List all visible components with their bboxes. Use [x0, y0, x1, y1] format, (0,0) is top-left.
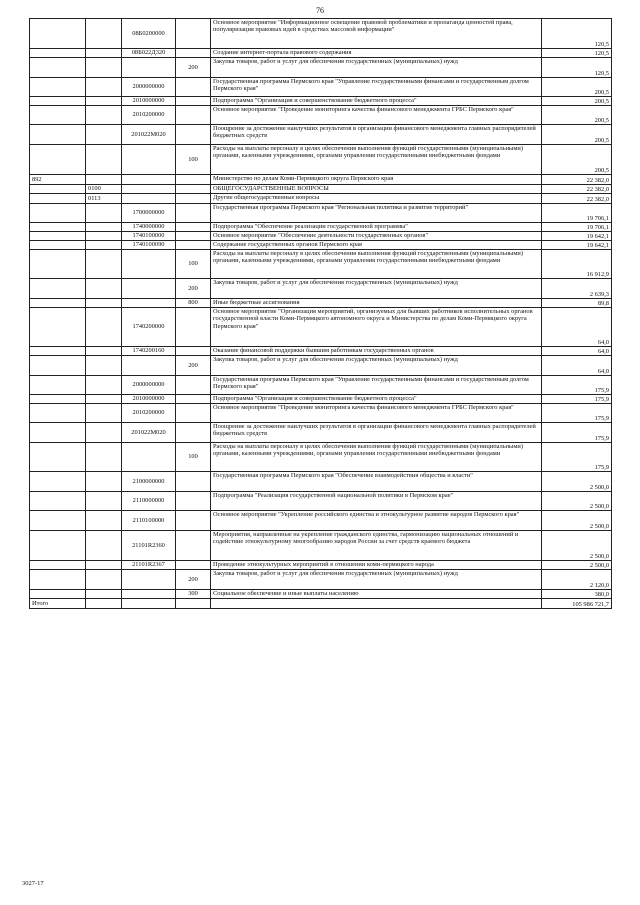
table-row [30, 175, 612, 185]
footer-code: 3027-17 [22, 880, 44, 887]
target-article-cell: 1740100090 [122, 241, 176, 250]
section-code-cell [86, 423, 122, 443]
expense-type-cell [176, 223, 211, 232]
item-name-cell: Закупка товаров, работ и услуг для обеспечения государственных (муниципальных) нужд [211, 356, 542, 376]
section-code-cell [86, 204, 122, 223]
expense-type-cell: 100 [176, 443, 211, 472]
section-code-cell [86, 241, 122, 250]
amount-cell: 22 382,0 [542, 175, 612, 185]
table-row [30, 531, 612, 561]
amount-cell: 175,9 [542, 376, 612, 395]
target-article-cell [122, 58, 176, 78]
item-name-cell: Министерство по делам Коми-Пермяцкого округа Пермского края [211, 175, 542, 185]
expense-type-cell [176, 232, 211, 241]
item-name-cell [211, 599, 542, 609]
expense-type-cell [176, 106, 211, 125]
section-code-cell [86, 125, 122, 145]
expense-type-cell: 200 [176, 356, 211, 376]
target-article-cell: 1740000000 [122, 223, 176, 232]
table-row [30, 78, 612, 97]
admin-code-cell [30, 308, 86, 347]
amount-cell: 175,9 [542, 423, 612, 443]
amount-cell: 2 500,0 [542, 492, 612, 511]
admin-code-cell [30, 443, 86, 472]
admin-code-cell [30, 570, 86, 590]
admin-code-cell [30, 492, 86, 511]
table-row [30, 97, 612, 106]
admin-code-cell [30, 97, 86, 106]
expense-type-cell [176, 347, 211, 356]
admin-code-cell: Итого [30, 599, 86, 609]
admin-code-cell [30, 204, 86, 223]
expense-type-cell [176, 308, 211, 347]
expense-type-cell [176, 97, 211, 106]
admin-code-cell [30, 78, 86, 97]
section-code-cell [86, 561, 122, 570]
item-name-cell: Основное мероприятие "Организация мероприятий, организуемых для бывших работников исполнительных органов государственной власти Коми-Пермяцкого автономного округа и Министерства по делам Коми-Пермяцкого округа Пермского края" [211, 308, 542, 347]
amount-cell: 120,5 [542, 19, 612, 49]
section-code-cell [86, 472, 122, 492]
item-name-cell: Иные бюджетные ассигнования [211, 299, 542, 308]
expense-type-cell [176, 395, 211, 404]
table-row [30, 241, 612, 250]
item-name-cell: Основное мероприятие "Информационное освещение правовой проблематики и пропаганда ценностей права, популяризация правовых идей в средствах массовой информации" [211, 19, 542, 49]
table-row [30, 472, 612, 492]
section-code-cell [86, 175, 122, 185]
expense-type-cell: 200 [176, 58, 211, 78]
section-code-cell [86, 308, 122, 347]
admin-code-cell [30, 347, 86, 356]
expense-type-cell [176, 599, 211, 609]
table-row [30, 599, 612, 609]
table-row [30, 561, 612, 570]
expense-type-cell [176, 185, 211, 194]
amount-cell: 200,5 [542, 106, 612, 125]
target-article-cell [122, 443, 176, 472]
table-row [30, 492, 612, 511]
item-name-cell: Подпрограмма "Реализация государственной национальной политики в Пермском крае" [211, 492, 542, 511]
table-row [30, 145, 612, 175]
target-article-cell: 1700000000 [122, 204, 176, 223]
admin-code-cell [30, 423, 86, 443]
section-code-cell [86, 395, 122, 404]
item-name-cell: Государственная программа Пермского края "Региональная политика и развитие территорий" [211, 204, 542, 223]
admin-code-cell [30, 19, 86, 49]
table-row [30, 49, 612, 58]
table-row [30, 185, 612, 194]
item-name-cell: Расходы на выплаты персоналу в целях обеспечения выполнения функций государственными (муниципальными) органами, казенными учреждениями, органами управления государственными внебюджетными фондами [211, 250, 542, 279]
amount-cell: 120,5 [542, 49, 612, 58]
amount-cell: 175,9 [542, 395, 612, 404]
section-code-cell [86, 347, 122, 356]
expense-type-cell [176, 125, 211, 145]
amount-cell: 2 500,0 [542, 511, 612, 531]
target-article-cell: 08Б0200000 [122, 19, 176, 49]
target-article-cell: 2010200000 [122, 404, 176, 423]
expense-type-cell: 200 [176, 279, 211, 299]
expense-type-cell [176, 492, 211, 511]
target-article-cell [122, 250, 176, 279]
amount-cell: 19 642,1 [542, 241, 612, 250]
section-code-cell: 0113 [86, 194, 122, 204]
item-name-cell: Поощрение за достижение наилучших результатов в организации финансового менеджмента главных распорядителей бюджетных средств [211, 423, 542, 443]
target-article-cell: 201022М020 [122, 125, 176, 145]
item-name-cell: Расходы на выплаты персоналу в целях обеспечения выполнения функций государственными (муниципальными) органами, казенными учреждениями, органами управления государственными внебюджетными фондами [211, 145, 542, 175]
section-code-cell [86, 279, 122, 299]
section-code-cell [86, 376, 122, 395]
amount-cell: 105 986 721,7 [542, 599, 612, 609]
item-name-cell: Расходы на выплаты персоналу в целях обеспечения выполнения функций государственными (муниципальными) органами, казенными учреждениями, органами управления государственными внебюджетными фондами [211, 443, 542, 472]
table-row [30, 443, 612, 472]
expense-type-cell: 100 [176, 250, 211, 279]
budget-table [29, 18, 612, 609]
admin-code-cell [30, 376, 86, 395]
table-row [30, 223, 612, 232]
target-article-cell [122, 590, 176, 599]
section-code-cell [86, 232, 122, 241]
expense-type-cell [176, 175, 211, 185]
section-code-cell [86, 49, 122, 58]
amount-cell: 64,0 [542, 356, 612, 376]
amount-cell: 19 706,1 [542, 204, 612, 223]
admin-code-cell [30, 125, 86, 145]
admin-code-cell [30, 531, 86, 561]
target-article-cell: 2100000000 [122, 472, 176, 492]
target-article-cell: 2110000000 [122, 492, 176, 511]
item-name-cell: Основное мероприятие "Обеспечение деятельности государственных органов" [211, 232, 542, 241]
table-row [30, 590, 612, 599]
expense-type-cell [176, 531, 211, 561]
table-row [30, 299, 612, 308]
amount-cell: 22 382,0 [542, 185, 612, 194]
item-name-cell: Государственная программа Пермского края "Управление государственными финансами и государственным долгом Пермского края" [211, 78, 542, 97]
page-number: 76 [316, 6, 324, 15]
target-article-cell: 1740200160 [122, 347, 176, 356]
table-row [30, 194, 612, 204]
target-article-cell: 2000000000 [122, 376, 176, 395]
section-code-cell [86, 511, 122, 531]
expense-type-cell [176, 511, 211, 531]
section-code-cell [86, 223, 122, 232]
section-code-cell: 0100 [86, 185, 122, 194]
target-article-cell: 1740100000 [122, 232, 176, 241]
item-name-cell: Другие общегосударственные вопросы [211, 194, 542, 204]
expense-type-cell [176, 376, 211, 395]
section-code-cell [86, 97, 122, 106]
section-code-cell [86, 404, 122, 423]
section-code-cell [86, 531, 122, 561]
item-name-cell: Закупка товаров, работ и услуг для обеспечения государственных (муниципальных) нужд [211, 279, 542, 299]
section-code-cell [86, 599, 122, 609]
expense-type-cell [176, 561, 211, 570]
item-name-cell: Оказание финансовой поддержки бывшим работникам государственных органов [211, 347, 542, 356]
expense-type-cell [176, 241, 211, 250]
admin-code-cell [30, 590, 86, 599]
target-article-cell [122, 175, 176, 185]
section-code-cell [86, 590, 122, 599]
target-article-cell [122, 194, 176, 204]
table-row [30, 19, 612, 49]
amount-cell: 22 382,0 [542, 194, 612, 204]
table-row [30, 204, 612, 223]
target-article-cell [122, 299, 176, 308]
target-article-cell: 2010000000 [122, 395, 176, 404]
target-article-cell [122, 185, 176, 194]
section-code-cell [86, 145, 122, 175]
amount-cell: 2 500,0 [542, 531, 612, 561]
admin-code-cell [30, 395, 86, 404]
table-row [30, 106, 612, 125]
expense-type-cell [176, 404, 211, 423]
table-row [30, 232, 612, 241]
expense-type-cell [176, 78, 211, 97]
amount-cell: 175,9 [542, 404, 612, 423]
section-code-cell [86, 570, 122, 590]
admin-code-cell [30, 223, 86, 232]
item-name-cell: Государственная программа Пермского края "Обеспечение взаимодействия общества и власти" [211, 472, 542, 492]
amount-cell: 19 706,1 [542, 223, 612, 232]
admin-code-cell [30, 404, 86, 423]
target-article-cell: 2000000000 [122, 78, 176, 97]
table-row [30, 395, 612, 404]
section-code-cell [86, 250, 122, 279]
expense-type-cell [176, 472, 211, 492]
admin-code-cell [30, 250, 86, 279]
target-article-cell: 201022М020 [122, 423, 176, 443]
admin-code-cell [30, 356, 86, 376]
admin-code-cell [30, 106, 86, 125]
section-code-cell [86, 19, 122, 49]
expense-type-cell: 100 [176, 145, 211, 175]
item-name-cell: Подпрограмма "Организация и совершенствование бюджетного процесса" [211, 395, 542, 404]
target-article-cell [122, 145, 176, 175]
admin-code-cell [30, 511, 86, 531]
amount-cell: 16 912,9 [542, 250, 612, 279]
item-name-cell: Создание интернет-портала правового содержания [211, 49, 542, 58]
expense-type-cell: 300 [176, 590, 211, 599]
item-name-cell: Подпрограмма "Организация и совершенствование бюджетного процесса" [211, 97, 542, 106]
amount-cell: 19 642,1 [542, 232, 612, 241]
amount-cell: 64,0 [542, 308, 612, 347]
item-name-cell: Основное мероприятие "Проведение мониторинга качества финансового менеджмента ГРБС Пермского края" [211, 106, 542, 125]
table-row [30, 356, 612, 376]
admin-code-cell [30, 232, 86, 241]
amount-cell: 120,5 [542, 58, 612, 78]
target-article-cell [122, 279, 176, 299]
amount-cell: 380,0 [542, 590, 612, 599]
target-article-cell [122, 599, 176, 609]
item-name-cell: Закупка товаров, работ и услуг для обеспечения государственных (муниципальных) нужд [211, 570, 542, 590]
item-name-cell: Основное мероприятие "Проведение мониторинга качества финансового менеджмента ГРБС Пермского края" [211, 404, 542, 423]
expense-type-cell [176, 204, 211, 223]
item-name-cell: Закупка товаров, работ и услуг для обеспечения государственных (муниципальных) нужд [211, 58, 542, 78]
target-article-cell: 2110100000 [122, 511, 176, 531]
table-row [30, 347, 612, 356]
item-name-cell: Основное мероприятие "Укрепление российского единства и этнокультурное развитие народов Пермского края" [211, 511, 542, 531]
item-name-cell: Социальное обеспечение и иные выплаты населению [211, 590, 542, 599]
table-row [30, 423, 612, 443]
amount-cell: 200,5 [542, 97, 612, 106]
admin-code-cell [30, 241, 86, 250]
table-row [30, 308, 612, 347]
item-name-cell: Государственная программа Пермского края "Управление государственными финансами и государственным долгом Пермского края" [211, 376, 542, 395]
expense-type-cell: 800 [176, 299, 211, 308]
admin-code-cell [30, 472, 86, 492]
table-row [30, 125, 612, 145]
target-article-cell [122, 570, 176, 590]
table-row [30, 279, 612, 299]
amount-cell: 200,5 [542, 125, 612, 145]
table-row [30, 250, 612, 279]
target-article-cell: 21101R2360 [122, 531, 176, 561]
section-code-cell [86, 492, 122, 511]
item-name-cell: Поощрение за достижение наилучших результатов в организации финансового менеджмента главных распорядителей бюджетных средств [211, 125, 542, 145]
amount-cell: 175,9 [542, 443, 612, 472]
target-article-cell: 2010000000 [122, 97, 176, 106]
section-code-cell [86, 299, 122, 308]
admin-code-cell [30, 279, 86, 299]
target-article-cell [122, 356, 176, 376]
amount-cell: 200,5 [542, 145, 612, 175]
admin-code-cell [30, 145, 86, 175]
admin-code-cell [30, 185, 86, 194]
amount-cell: 2 500,0 [542, 472, 612, 492]
admin-code-cell [30, 49, 86, 58]
table-row [30, 404, 612, 423]
amount-cell: 2 500,0 [542, 561, 612, 570]
item-name-cell: Подпрограмма "Обеспечение реализации государственной программы" [211, 223, 542, 232]
table-row [30, 570, 612, 590]
table-row [30, 511, 612, 531]
target-article-cell: 21101R2367 [122, 561, 176, 570]
budget-table-body [30, 19, 612, 609]
admin-code-cell: 892 [30, 175, 86, 185]
item-name-cell: ОБЩЕГОСУДАРСТВЕННЫЕ ВОПРОСЫ [211, 185, 542, 194]
amount-cell: 89,8 [542, 299, 612, 308]
item-name-cell: Мероприятия, направленные на укрепление гражданского единства, гармонизацию национальных отношений и содействие этнокультурному многообразию народов России за счет средств краевого бюджета [211, 531, 542, 561]
section-code-cell [86, 356, 122, 376]
admin-code-cell [30, 194, 86, 204]
amount-cell: 2 120,0 [542, 570, 612, 590]
item-name-cell: Содержание государственных органов Пермского края [211, 241, 542, 250]
target-article-cell: 08Б022Д320 [122, 49, 176, 58]
admin-code-cell [30, 299, 86, 308]
item-name-cell: Проведение этнокультурных мероприятий в отношении коми-пермяцкого народа [211, 561, 542, 570]
target-article-cell: 1740200000 [122, 308, 176, 347]
expense-type-cell [176, 423, 211, 443]
section-code-cell [86, 78, 122, 97]
section-code-cell [86, 106, 122, 125]
table-row [30, 376, 612, 395]
amount-cell: 200,5 [542, 78, 612, 97]
amount-cell: 64,0 [542, 347, 612, 356]
admin-code-cell [30, 58, 86, 78]
target-article-cell: 2010200000 [122, 106, 176, 125]
section-code-cell [86, 58, 122, 78]
section-code-cell [86, 443, 122, 472]
admin-code-cell [30, 561, 86, 570]
table-row [30, 58, 612, 78]
expense-type-cell [176, 49, 211, 58]
amount-cell: 2 639,3 [542, 279, 612, 299]
expense-type-cell [176, 19, 211, 49]
expense-type-cell: 200 [176, 570, 211, 590]
expense-type-cell [176, 194, 211, 204]
